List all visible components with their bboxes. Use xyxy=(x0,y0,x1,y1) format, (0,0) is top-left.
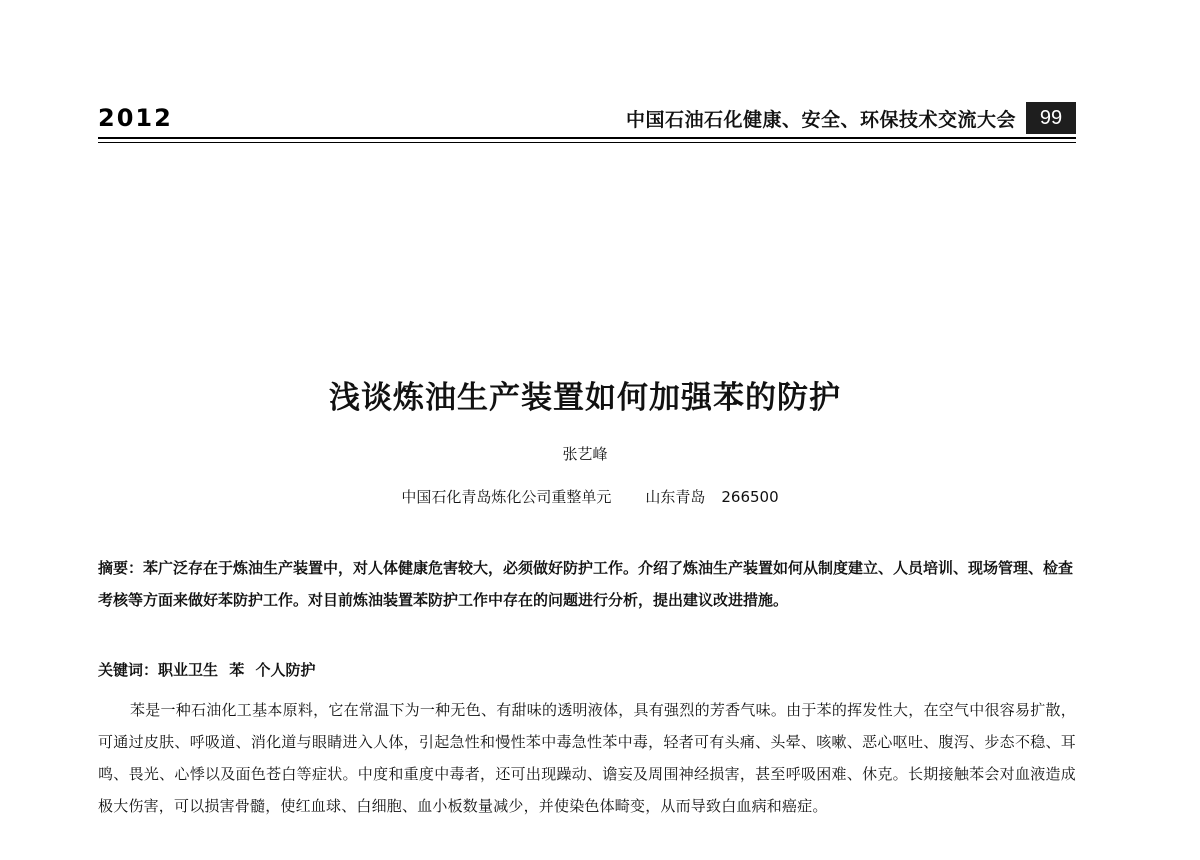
page-number-badge: 99 xyxy=(1026,102,1076,134)
paper-author: 张艺峰 xyxy=(562,445,608,463)
paper-title: 浅谈炼油生产装置如何加强苯的防护 xyxy=(329,380,841,416)
keywords xyxy=(98,654,1076,686)
keyword: 个人防护 xyxy=(255,661,316,679)
keyword: 职业卫生 xyxy=(158,661,219,679)
affiliation-organization: 中国石化青岛炼化公司重整单元 xyxy=(401,488,612,506)
abstract-label: 摘要： xyxy=(98,559,144,577)
abstract-text: 苯广泛存在于炼油生产装置中，对人体健康危害较大，必须做好防护工作。介绍了炼油生产装置如何从制度建立、人员培训、现场管理、检查考核等方面来做好苯防护工作。对目前炼油装置苯防护工作中存在的问题进行分析，提出建议改进措施。 xyxy=(98,559,1074,609)
affiliation-postcode: 266500 xyxy=(721,488,779,506)
header-conference-name: 中国石油石化健康、安全、环保技术交流大会 xyxy=(625,109,1016,131)
affiliation-location: 山东青岛 xyxy=(645,488,706,506)
running-header xyxy=(98,98,1076,138)
header-year: 2012 xyxy=(98,104,173,132)
abstract xyxy=(98,552,1076,616)
paper-affiliation xyxy=(0,486,1180,507)
body-paragraph: 苯是一种石油化工基本原料，它在常温下为一种无色、有甜味的透明液体，具有强烈的芳香气味。由于苯的挥发性大，在空气中很容易扩散，可通过皮肤、呼吸道、消化道与眼睛进入人体，引起急性和慢性苯中毒急性苯中毒，轻者可有头痛、头晕、咳嗽、恶心呕吐、腹泻、步态不稳、耳鸣、畏光、心悸以及面色苍白等症状。中度和重度中毒者，还可出现躁动、谵妄及周围神经损害，甚至呼吸困难、休克。长期接触苯会对血液造成极大伤害，可以损害骨髓，使红血球、白细胞、血小板数量减少，并使染色体畸变，从而导致白血病和癌症。 xyxy=(98,701,1076,815)
keyword: 苯 xyxy=(229,661,245,679)
header-rule-thin xyxy=(98,142,1076,143)
header-rule-thick xyxy=(98,137,1076,139)
keywords-label: 关键词： xyxy=(98,661,159,679)
